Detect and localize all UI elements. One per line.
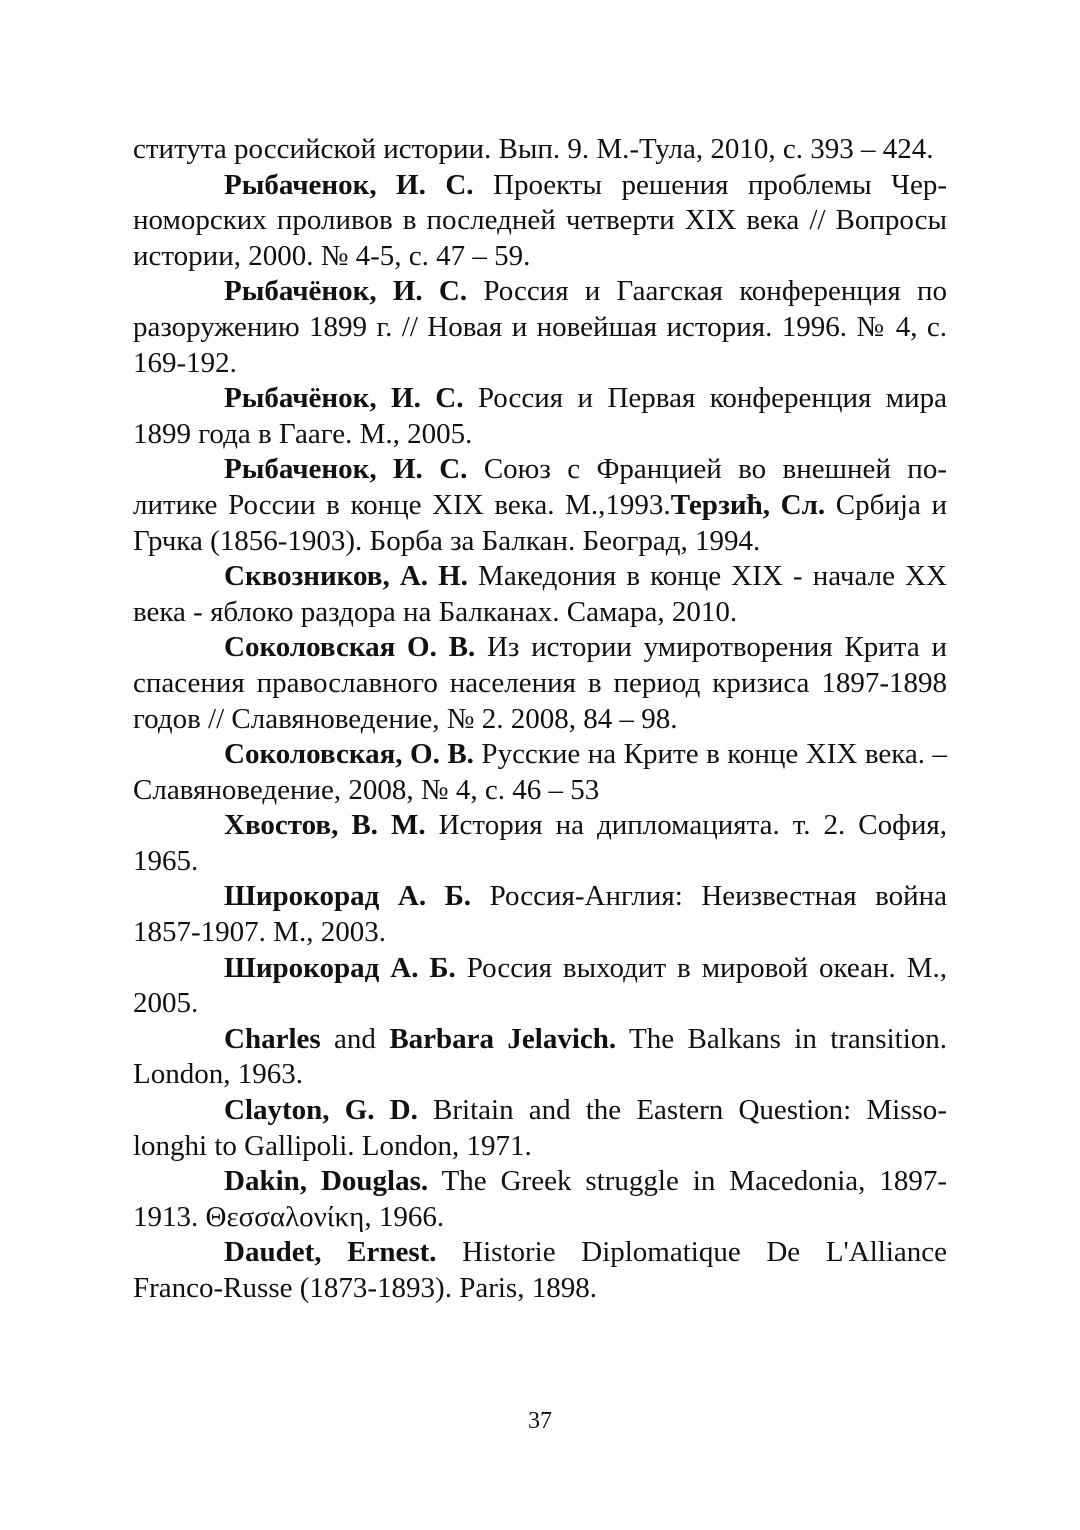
bibliography-entry [133, 381, 947, 452]
bibliography-entry [133, 737, 947, 808]
entry-text: Русские на Крите в конце XIX века. – Славяноведение, 2008, № 4, с. 46 – 53 [133, 738, 947, 806]
bibliography-entry [133, 274, 947, 381]
entry-text: Россия и Гаагская конференция по разоружению 1899 г. // Новая и новейшая история. 1996. № 4, с. 169-192. [133, 275, 948, 379]
entry-text: Проекты решения проблемы Черноморских проливов в последней четверти XIX века // Вопросы истории, 2000. № 4-5, с. 47 – 59. [133, 168, 948, 272]
entry-text: Britain and the Eastern Question: Missolonghi to Gallipoli. London, 1971. [133, 1094, 947, 1162]
entry-author: Сквозников, А. Н. [224, 560, 468, 593]
entry-author-second: Терзић, Сл. [670, 488, 826, 521]
entry-text: The Greek struggle in Macedonia, 1897-1913. Θεσσαλονίκη, 1966. [133, 1165, 948, 1233]
entry-text: and [320, 1022, 390, 1055]
bibliography-entry [133, 1022, 947, 1093]
entry-text: Россия выходит в мировой океан. М., 2005. [133, 951, 947, 1020]
bibliography-entry [133, 559, 947, 630]
entry-text: История на дипломацията. т. 2. София, 1965. [133, 809, 948, 877]
entry-author: Рыбачёнок, И. С. [224, 382, 464, 415]
entry-author: Daudet, Ernest. [224, 1236, 437, 1269]
bibliography-entry [133, 879, 947, 950]
entry-author: Соколовская, О. В. [224, 738, 474, 771]
bibliography-entry [133, 951, 947, 1022]
entry-text: Союз с Францией во внешней политике России в конце XIX века. М.,1993. [133, 453, 947, 521]
bibliography-entry [133, 1164, 947, 1235]
entry-text: Historie Diplomatique De L'Alliance Franco-Russe (1873-1893). Paris, 1898. [133, 1236, 947, 1304]
bibliography-entry [133, 1235, 947, 1306]
entry-text-second: The Balkans in transition. London, 1963. [133, 1022, 948, 1091]
entry-author: Широкорад А. Б. [224, 951, 456, 984]
bibliography-entry [133, 808, 947, 879]
entry-text: ститута российской истории. Вып. 9. М.-Тула, 2010, с. 393 – 424. [133, 133, 934, 165]
bibliography-entry [133, 452, 947, 559]
entry-text: Россия и Первая конференция мира 1899 года в Гааге. М., 2005. [133, 382, 947, 450]
bibliography-entry [133, 630, 947, 737]
entry-author: Рыбаченок, И. С. [224, 168, 474, 201]
entry-text: Македония в конце XIX - начале XX века - яблоко раздора на Балканах. Самара, 2010. [133, 560, 947, 628]
entry-author: Широкорад А. Б. [224, 880, 472, 913]
entry-author: Рыбаченок, И. С. [224, 453, 468, 486]
entry-author: Charles [224, 1022, 321, 1055]
bibliography-entry [133, 132, 947, 168]
entry-text: Из истории умиротворения Крита и спасения православного населения в период кризиса 1897-1898 годов // Славяноведение, № 2. 2008, 84 – 98. [133, 631, 947, 735]
entry-text: Россия-Англия: Неизвестная война 1857-1907. М., 2003. [133, 880, 947, 949]
entry-author: Dakin, Douglas. [224, 1165, 429, 1198]
page-number: 37 [528, 1408, 552, 1434]
entry-author-second: Barbara Jelavich. [389, 1022, 617, 1055]
entry-author: Хвостов, В. М. [224, 809, 426, 842]
bibliography-page-body [133, 132, 947, 1307]
bibliography-entry [133, 1093, 947, 1164]
entry-author: Соколовская О. В. [224, 631, 476, 664]
bibliography-entry [133, 168, 947, 275]
entry-text-second: Србија и Грчка (1856-1903). Борба за Балкан. Београд, 1994. [133, 488, 947, 557]
entry-author: Clayton, G. D. [224, 1094, 418, 1127]
entry-author: Рыбачёнок, И. С. [224, 275, 468, 308]
